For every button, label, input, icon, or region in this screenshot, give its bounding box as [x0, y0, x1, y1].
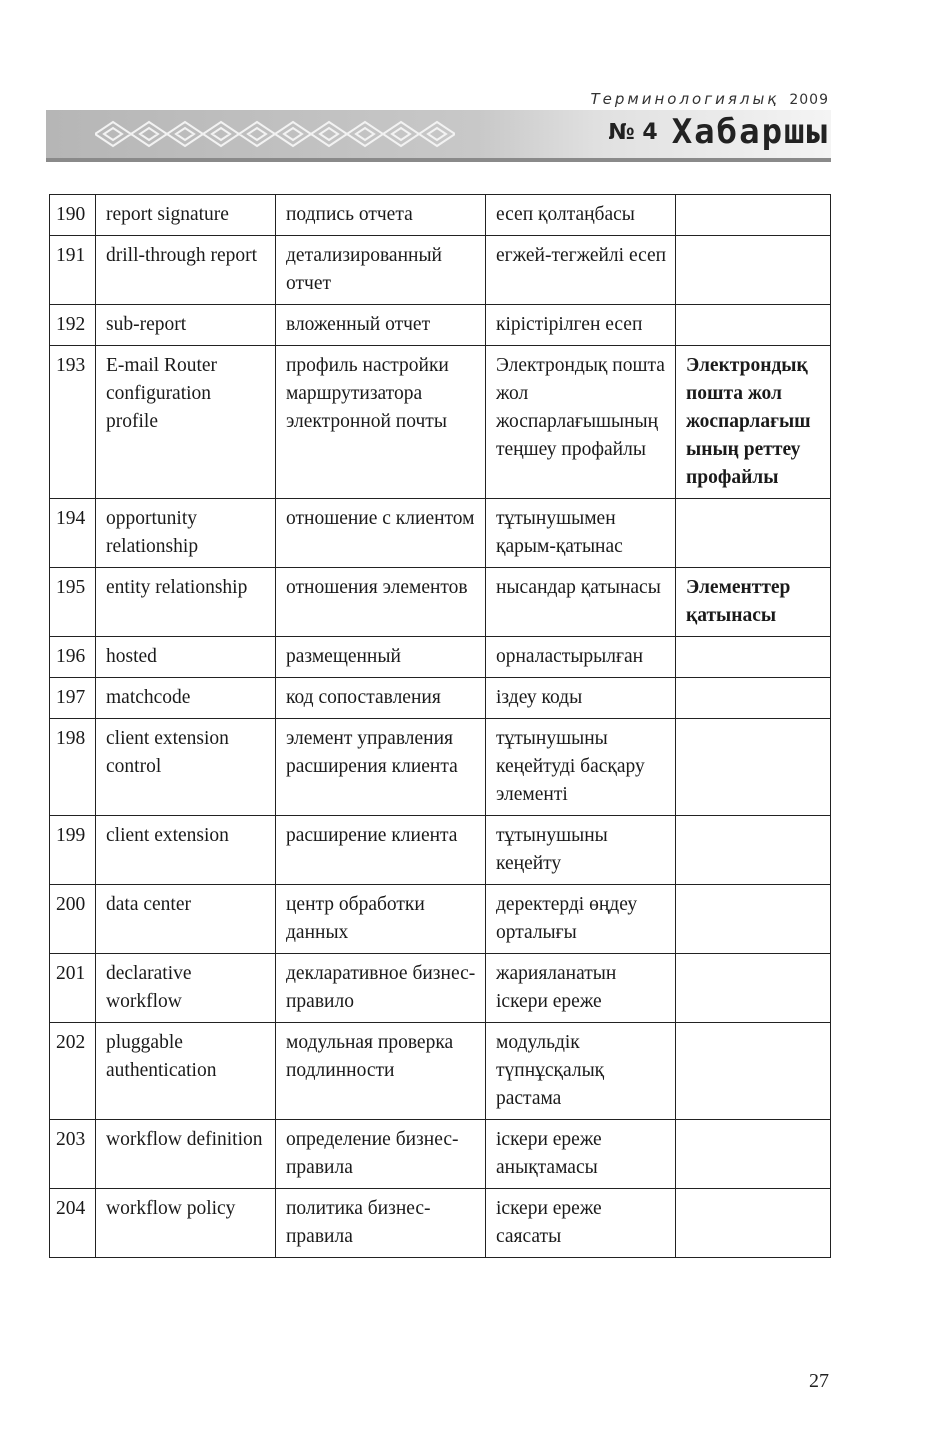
term-english: client extension control: [96, 719, 276, 816]
term-number: 194: [50, 499, 96, 568]
term-kazakh: модульдік түпнұсқалық растама: [486, 1023, 676, 1120]
bulletin-title: Хабаршы: [671, 112, 829, 152]
term-russian: профиль настройки маршрутизатора электронной почты: [276, 346, 486, 499]
term-russian: вложенный отчет: [276, 305, 486, 346]
term-english: sub-report: [96, 305, 276, 346]
term-russian: отношение с клиентом: [276, 499, 486, 568]
term-kazakh: орналастырылған: [486, 637, 676, 678]
table-row: [50, 195, 831, 236]
terms-table: [49, 194, 831, 1258]
term-russian: подпись отчета: [276, 195, 486, 236]
term-suggestion: [676, 954, 831, 1023]
term-number: 191: [50, 236, 96, 305]
term-number: 198: [50, 719, 96, 816]
table-row: [50, 885, 831, 954]
term-suggestion: [676, 236, 831, 305]
term-english: declarative workflow: [96, 954, 276, 1023]
term-suggestion: [676, 1120, 831, 1189]
term-number: 203: [50, 1120, 96, 1189]
table-row: [50, 236, 831, 305]
term-russian: определение бизнес-правила: [276, 1120, 486, 1189]
header-rule: [46, 158, 831, 162]
journal-year: 2009: [789, 92, 829, 108]
term-english: client extension: [96, 816, 276, 885]
term-kazakh: кірістірілген есеп: [486, 305, 676, 346]
term-russian: политика бизнес-правила: [276, 1189, 486, 1258]
term-number: 190: [50, 195, 96, 236]
term-suggestion: [676, 305, 831, 346]
term-english: pluggable authentication: [96, 1023, 276, 1120]
term-kazakh: нысандар қатынасы: [486, 568, 676, 637]
term-number: 193: [50, 346, 96, 499]
term-suggestion: [676, 719, 831, 816]
term-russian: отношения элементов: [276, 568, 486, 637]
term-number: 204: [50, 1189, 96, 1258]
term-english: workflow policy: [96, 1189, 276, 1258]
table-row: [50, 1189, 831, 1258]
term-english: workflow definition: [96, 1120, 276, 1189]
term-suggestion: Элементтер қатынасы: [676, 568, 831, 637]
table-row: [50, 1120, 831, 1189]
term-kazakh: егжей-тегжейлі есеп: [486, 236, 676, 305]
term-kazakh: іскери ереже саясаты: [486, 1189, 676, 1258]
term-suggestion: [676, 678, 831, 719]
term-english: hosted: [96, 637, 276, 678]
table-row: [50, 499, 831, 568]
term-english: data center: [96, 885, 276, 954]
term-suggestion: [676, 1189, 831, 1258]
term-kazakh: тұтынушымен қарым-қатынас: [486, 499, 676, 568]
term-russian: расширение клиента: [276, 816, 486, 885]
table-row: [50, 568, 831, 637]
table-row: [50, 719, 831, 816]
table-row: [50, 1023, 831, 1120]
journal-title: Терминологиялық: [590, 90, 780, 108]
term-suggestion: [676, 1023, 831, 1120]
journal-title-row: [584, 90, 829, 109]
term-suggestion: [676, 637, 831, 678]
term-russian: декларативное бизнес-правило: [276, 954, 486, 1023]
term-suggestion: [676, 195, 831, 236]
term-kazakh: жарияланатын іскери ереже: [486, 954, 676, 1023]
table-row: [50, 678, 831, 719]
term-number: 199: [50, 816, 96, 885]
term-number: 202: [50, 1023, 96, 1120]
term-russian: код сопоставления: [276, 678, 486, 719]
term-russian: элемент управления расширения клиента: [276, 719, 486, 816]
term-english: opportunity relationship: [96, 499, 276, 568]
issue-title: [608, 112, 829, 152]
page-header: [0, 0, 941, 180]
term-number: 195: [50, 568, 96, 637]
term-suggestion: [676, 816, 831, 885]
term-kazakh: тұтынушыны кеңейтуді басқару элементі: [486, 719, 676, 816]
table-row: [50, 637, 831, 678]
term-kazakh: тұтынушыны кеңейту: [486, 816, 676, 885]
term-russian: модульная проверка подлинности: [276, 1023, 486, 1120]
term-russian: центр обработки данных: [276, 885, 486, 954]
term-russian: размещенный: [276, 637, 486, 678]
term-english: entity relationship: [96, 568, 276, 637]
term-kazakh: іздеу коды: [486, 678, 676, 719]
term-russian: детализированный отчет: [276, 236, 486, 305]
term-english: report signature: [96, 195, 276, 236]
term-number: 197: [50, 678, 96, 719]
ornament-pattern-icon: [95, 118, 455, 150]
table-row: [50, 305, 831, 346]
term-suggestion: Электрондық пошта жол жоспарлағышының реттеу профайлы: [676, 346, 831, 499]
terms-table-body: [50, 195, 831, 1258]
term-english: E-mail Router configuration profile: [96, 346, 276, 499]
term-number: 196: [50, 637, 96, 678]
table-row: [50, 954, 831, 1023]
term-number: 192: [50, 305, 96, 346]
term-suggestion: [676, 499, 831, 568]
term-number: 201: [50, 954, 96, 1023]
table-row: [50, 346, 831, 499]
term-kazakh: іскери ереже анықтамасы: [486, 1120, 676, 1189]
term-english: drill-through report: [96, 236, 276, 305]
issue-number: № 4: [608, 120, 658, 145]
term-suggestion: [676, 885, 831, 954]
term-kazakh: Электрондық пошта жол жоспарлағышының теңшеу профайлы: [486, 346, 676, 499]
page-number: 27: [809, 1370, 829, 1392]
table-row: [50, 816, 831, 885]
term-kazakh: деректерді өңдеу орталығы: [486, 885, 676, 954]
term-number: 200: [50, 885, 96, 954]
term-kazakh: есеп қолтаңбасы: [486, 195, 676, 236]
term-english: matchcode: [96, 678, 276, 719]
